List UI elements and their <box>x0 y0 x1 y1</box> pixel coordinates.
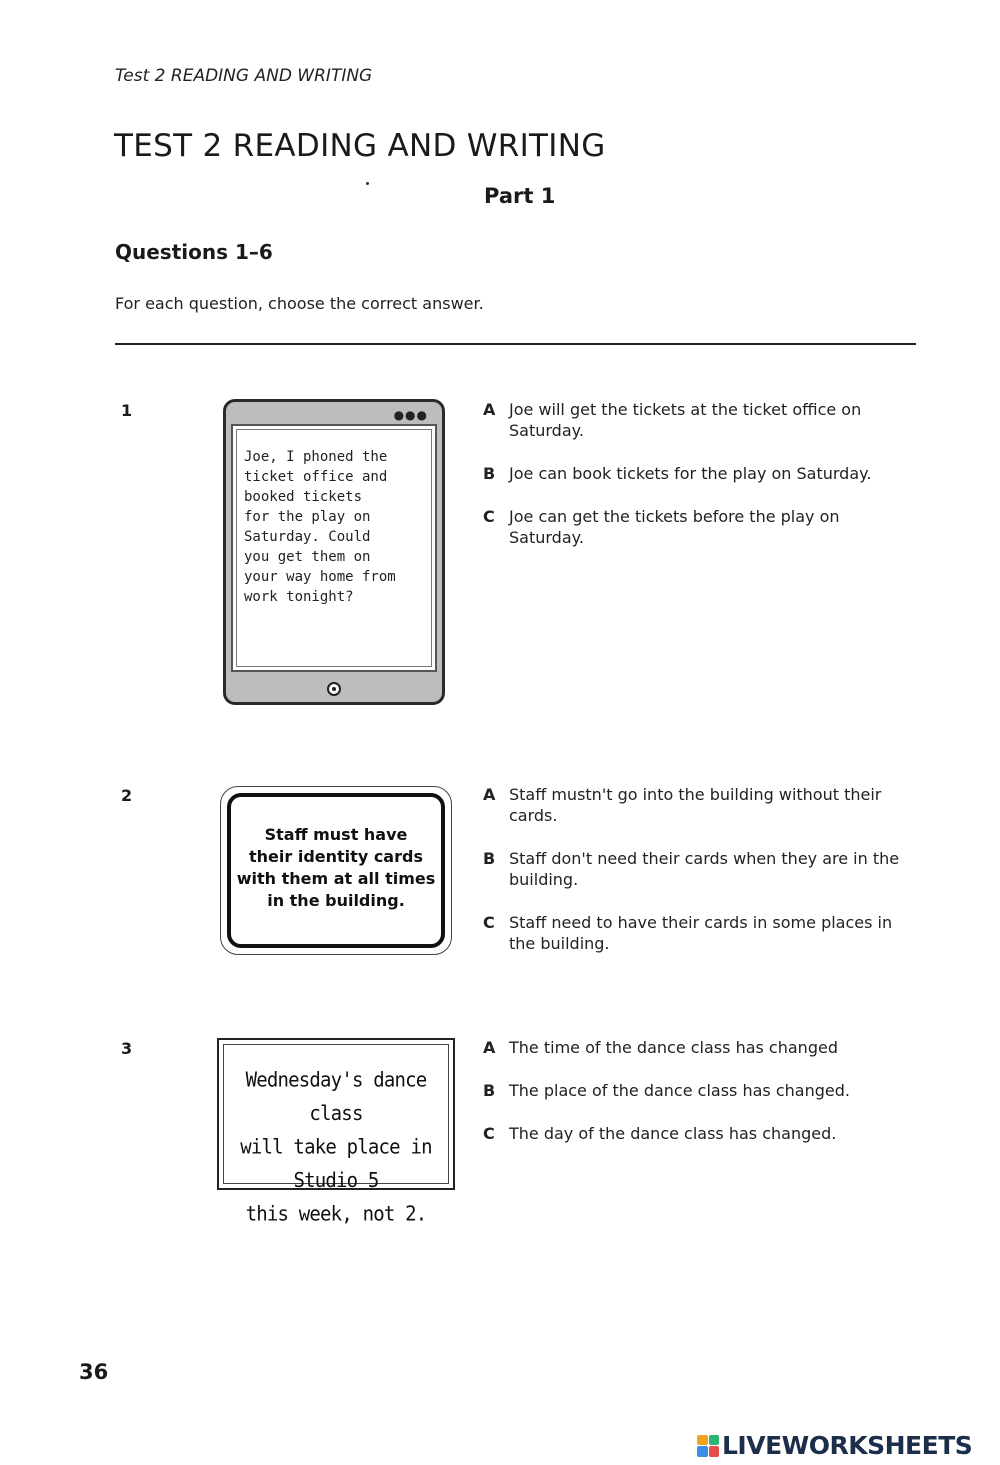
notice-illustration <box>217 1038 455 1226</box>
answer-option[interactable]: C Staff need to have their cards in some places in the building. <box>483 913 893 953</box>
page-number: 36 <box>79 1360 109 1384</box>
running-head: Test 2 READING AND WRITING <box>115 66 373 86</box>
brand-watermark[interactable] <box>697 1431 972 1460</box>
answer-option[interactable]: B The place of the dance class has changed. <box>483 1081 850 1100</box>
divider <box>115 343 916 345</box>
sign-text: Staff must have their identity cards with them at all times in the building. <box>236 825 436 910</box>
answer-option[interactable]: A Staff mustn't go into the building without their cards. <box>483 785 882 825</box>
answer-option[interactable]: B Joe can book tickets for the play on Saturday. <box>483 464 872 483</box>
phone-status-icon: ●●● <box>393 408 428 422</box>
question-number: 3 <box>121 1039 133 1058</box>
answer-options-q1 <box>483 399 903 570</box>
part-heading: Part 1 <box>484 184 556 208</box>
answer-option[interactable]: C Joe can get the tickets before the play on Saturday. <box>483 507 840 547</box>
answer-option[interactable]: A Joe will get the tickets at the ticket office on Saturday. <box>483 400 862 440</box>
answer-options-q2 <box>483 784 903 976</box>
answer-option[interactable]: B Staff don't need their cards when they are in the building. <box>483 849 900 889</box>
instructions: For each question, choose the correct answer. <box>115 294 484 313</box>
brand-name: LIVEWORKSHEETS <box>722 1431 973 1460</box>
question-number: 1 <box>121 401 133 420</box>
sign-illustration <box>220 786 452 955</box>
answer-option[interactable]: C The day of the dance class has changed. <box>483 1124 837 1143</box>
page-title: TEST 2 READING AND WRITING <box>114 128 606 164</box>
phone-message-illustration <box>223 399 445 705</box>
home-button-icon <box>327 682 341 696</box>
answer-options-q3 <box>483 1037 903 1166</box>
questions-heading: Questions 1–6 <box>115 240 273 264</box>
phone-message-text: Joe, I phoned the ticket office and booked tickets for the play on Saturday. Could you get them on your way home from work tonight? <box>244 449 396 605</box>
liveworksheets-logo-icon <box>697 1435 719 1457</box>
notice-text: Wednesday's dance class will take place in Studio 5 this week, not 2. <box>240 1068 432 1226</box>
answer-option[interactable]: A The time of the dance class has changed <box>483 1038 838 1057</box>
question-number: 2 <box>121 786 133 805</box>
stray-dot <box>366 182 369 185</box>
